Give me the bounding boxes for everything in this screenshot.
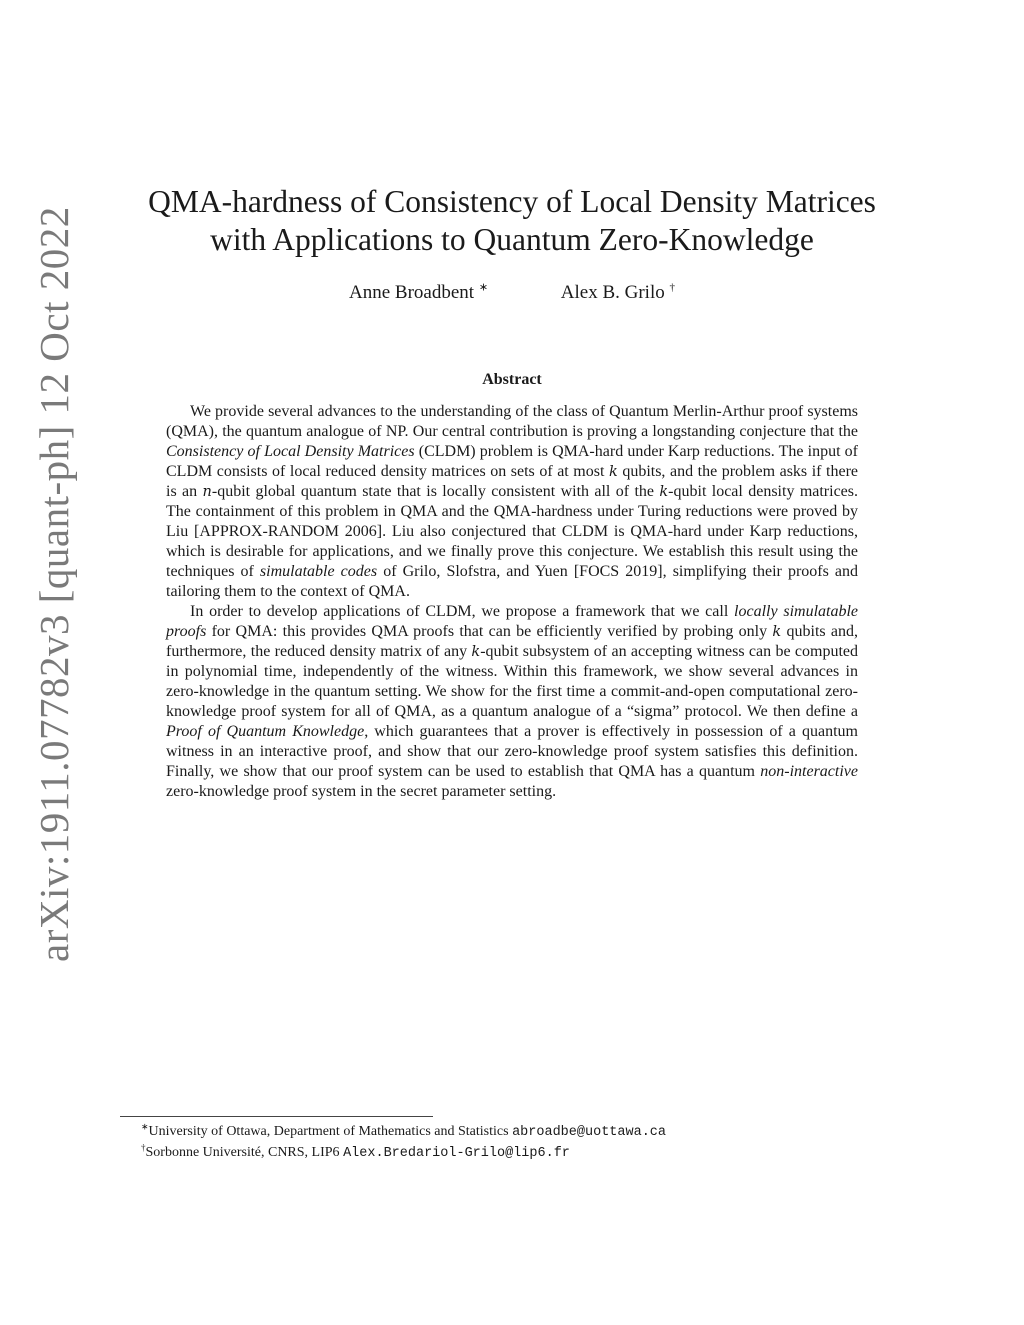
author-2 bbox=[561, 282, 675, 304]
abstract-paragraph-2 bbox=[166, 602, 858, 802]
text-run: qubits and, furthermore, the reduced density matrix of any bbox=[166, 623, 859, 660]
math-k: k bbox=[608, 464, 618, 480]
footnote-divider bbox=[120, 1116, 433, 1117]
emphasis-simulatable-codes: simulatable codes bbox=[259, 563, 378, 580]
title-line-1: QMA-hardness of Consistency of Local Density Matrices bbox=[148, 184, 876, 219]
emphasis-non-interactive: non-interactive bbox=[760, 763, 858, 780]
text-run: for QMA: this provides QMA proofs that can be efficiently verified by probing only bbox=[206, 623, 773, 640]
abstract-paragraph-1 bbox=[166, 402, 858, 602]
author-footnote-mark: † bbox=[669, 281, 675, 294]
author-name: Anne Broadbent bbox=[349, 282, 475, 303]
emphasis-proof-of-quantum-knowledge: Proof of Quantum Knowledge bbox=[166, 723, 365, 740]
paper-title bbox=[120, 183, 904, 259]
text-run: -qubit local density matrices. The containment of this problem in QMA and the QMA-hardness under Turing reductions were proved by Liu [APPROX-RANDOM 2006]. Liu also conjectured that CLDM is QMA-hard under Karp reductions, which is desirable for applications, and we finally prove this conjecture. We establish this result using the techniques of bbox=[166, 483, 859, 580]
author-list bbox=[0, 282, 1024, 304]
footnote-mark: † bbox=[141, 1142, 146, 1153]
text-run: of Grilo, Slofstra, and Yuen [FOCS 2019], simplifying their proofs and tailoring them to the context of QMA. bbox=[166, 563, 859, 600]
footnote-mark: ∗ bbox=[141, 1121, 149, 1132]
footnote-affiliation: Sorbonne Université, CNRS, LIP6 bbox=[145, 1145, 344, 1160]
text-run: , which guarantees that a prover is effectively in possession of a quantum witness in an interactive proof, and show that our zero-knowledge proof system satisfies this definition. Finally, we show that our proof system can be used to establish that QMA has a quantum bbox=[166, 723, 858, 780]
math-k: k bbox=[772, 624, 782, 640]
author-1 bbox=[349, 282, 488, 304]
footnote-email[interactable]: abroadbe@uottawa.ca bbox=[512, 1125, 667, 1140]
text-run: (CLDM) problem is QMA-hard under Karp reductions. The input of CLDM consists of local reduced density matrices on sets of at most bbox=[166, 443, 858, 480]
abstract-body bbox=[166, 402, 858, 802]
math-k: k bbox=[659, 484, 669, 500]
footnote-email[interactable]: Alex.Bredariol-Grilo@lip6.fr bbox=[343, 1146, 570, 1161]
text-run: We provide several advances to the understanding of the class of Quantum Merlin-Arthur proof systems (QMA), the quantum analogue of NP. Our central contribution is proving a longstanding conjecture that the bbox=[166, 403, 858, 440]
text-run: -qubit global quantum state that is locally consistent with all of the bbox=[211, 483, 660, 500]
text-run: In order to develop applications of CLDM, we propose a framework that we call bbox=[190, 603, 735, 620]
abstract-heading: Abstract bbox=[482, 371, 542, 388]
text-run: zero-knowledge proof system in the secret parameter setting. bbox=[166, 783, 557, 800]
footnote-1 bbox=[141, 1122, 921, 1143]
author-name: Alex B. Grilo bbox=[560, 282, 665, 303]
math-n: n bbox=[202, 484, 212, 500]
footnote-2 bbox=[141, 1143, 921, 1164]
title-line-2: with Applications to Quantum Zero-Knowledge bbox=[210, 222, 814, 257]
emphasis-locally-simulatable-proofs: locally simulatable proofs bbox=[166, 603, 859, 640]
arxiv-identifier-stamp: arXiv:1911.07782v3 [quant-ph] 12 Oct 2022 bbox=[31, 206, 77, 962]
text-run: -qubit subsystem of an accepting witness can be computed in polynomial time, independently of the witness. Within this framework, we show several advances in zero-knowledge in the quantum setting. We show for the first time a commit-and-open computational zero-knowledge proof system for all of QMA, as a quantum analogue of a “sigma” protocol. We then define a bbox=[166, 643, 859, 720]
math-k: k bbox=[471, 644, 481, 660]
footnote-affiliation: University of Ottawa, Department of Mathematics and Statistics bbox=[148, 1124, 513, 1139]
text-run: qubits, and the problem asks if there is an bbox=[166, 463, 859, 500]
author-footnote-mark: ∗ bbox=[478, 281, 489, 294]
footnotes bbox=[141, 1122, 921, 1164]
emphasis-cldm: Consistency of Local Density Matrices bbox=[166, 443, 415, 460]
